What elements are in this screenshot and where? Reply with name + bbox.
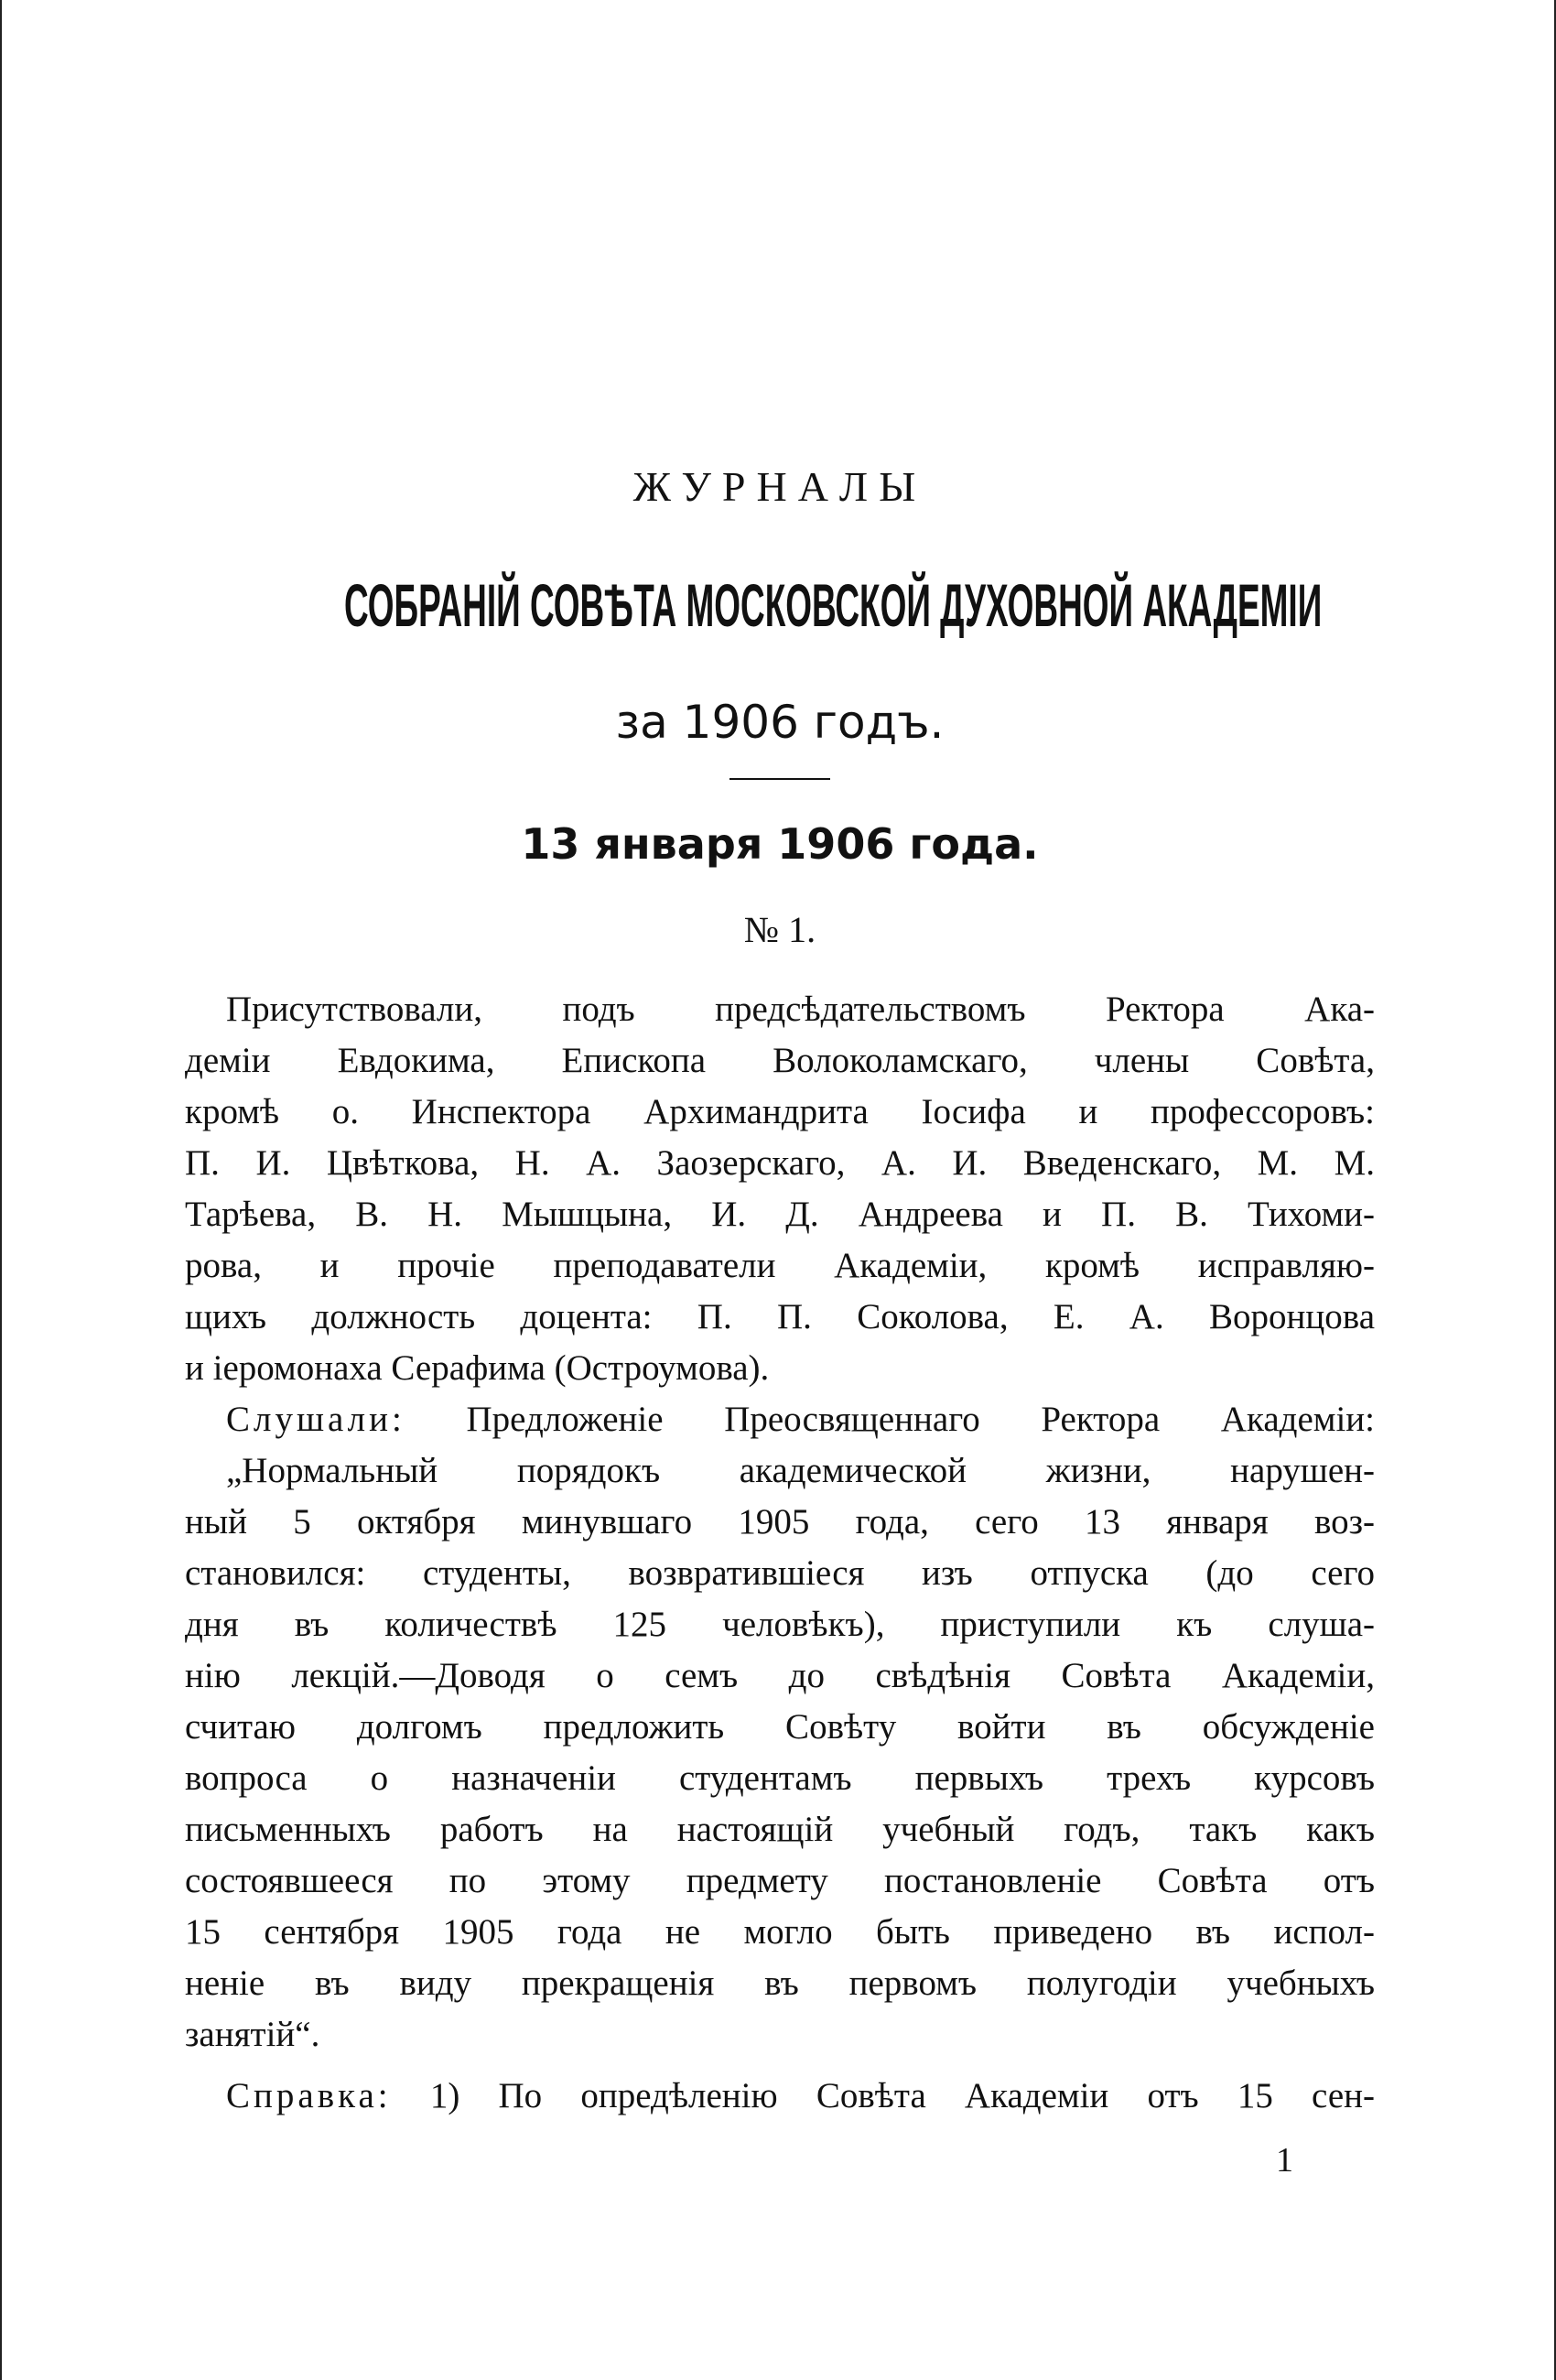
paragraph-line: Тарѣева, В. Н. Мышцына, И. Д. Андреева и П. В. Тихоми- (185, 1195, 1375, 1234)
main-title: СОБРАНІЙ СОВѢТА МОСКОВСКОЙ ДУХОВНОЙ АКАДЕМІИ (344, 571, 1323, 639)
journal-number: № 1. (743, 909, 816, 950)
year-subtitle: за 1906 годъ. (615, 696, 945, 749)
date-heading: 13 января 1906 года. (521, 819, 1039, 869)
journal-heading: ЖУРНАЛЫ (632, 463, 927, 510)
heard-text: Предложеніе Преосвященнаго Ректора Академіи: (466, 1400, 1376, 1439)
quote-line: 15 сентября 1905 года не могло быть приведено въ испол- (185, 1912, 1375, 1952)
paragraph-line: рова, и прочіе преподаватели Академіи, кромѣ исправляю- (185, 1246, 1375, 1285)
paragraph-line: и іеромонаха Серафима (Остроумова). (185, 1348, 770, 1388)
note-text: 1) По опредѣленію Совѣта Академіи отъ 15 сен- (429, 2076, 1376, 2115)
quote-line: вопроса о назначеніи студентамъ первыхъ трехъ курсовъ (185, 1758, 1375, 1798)
quote-line: считаю долгомъ предложить Совѣту войти въ обсужденіе (185, 1707, 1375, 1747)
quote-line: состоявшееся по этому предмету постановленіе Совѣта отъ (185, 1861, 1375, 1900)
quote-line: неніе въ виду прекращенія въ первомъ полугодіи учебныхъ (185, 1964, 1375, 2003)
page-number: 1 (1276, 2141, 1293, 2180)
paragraph-line: П. И. Цвѣткова, Н. А. Заозерскаго, А. И. Введенскаго, М. М. (185, 1143, 1375, 1183)
quote-line: нію лекцій.—Доводя о семъ до свѣдѣнія Совѣта Академіи, (185, 1656, 1375, 1695)
heard-line (226, 1394, 1375, 1445)
quote-line: дня въ количествѣ 125 человѣкъ), приступили къ слуша- (185, 1605, 1375, 1644)
quote-line: занятій“. (185, 2015, 320, 2054)
quote-line: „Нормальный порядокъ академической жизни, нарушен- (226, 1451, 1375, 1490)
paragraph-line: Присутствовали, подъ предсѣдательствомъ Ректора Ака- (226, 990, 1375, 1029)
quote-line: письменныхъ работъ на настоящій учебный годъ, такъ какъ (185, 1810, 1375, 1849)
divider-rule (729, 778, 830, 780)
note-line (226, 2071, 1375, 2122)
heard-label: Слушали: (226, 1400, 405, 1439)
paragraph-line: щихъ должность доцента: П. П. Соколова, Е. А. Воронцова (185, 1297, 1375, 1336)
paragraph-line: кромѣ о. Инспектора Архимандрита Іосифа и профессоровъ: (185, 1092, 1375, 1131)
paragraph-line: деміи Евдокима, Епископа Волоколамскаго, члены Совѣта, (185, 1041, 1375, 1080)
quote-line: ный 5 октября минувшаго 1905 года, сего 13 января воз- (185, 1502, 1375, 1542)
note-label: Справка: (226, 2076, 392, 2115)
quote-line: становился: студенты, возвратившіеся изъ отпуска (до сего (185, 1553, 1375, 1593)
